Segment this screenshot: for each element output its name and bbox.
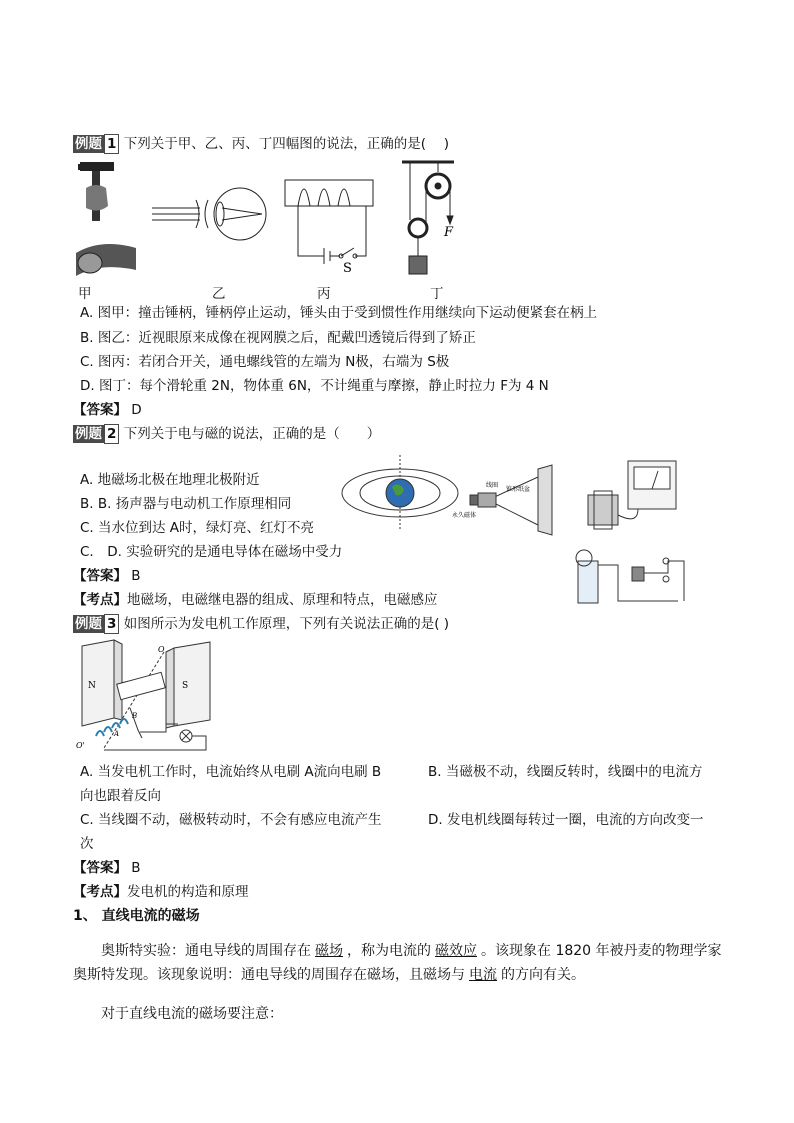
knowledge-label: 【考点】 (73, 884, 127, 900)
example2-question-text: 下列关于电与磁的说法，正确的是（ ） (123, 426, 381, 442)
answer-label: 【答案】 (73, 568, 127, 584)
blank-current: 电流 (469, 967, 497, 983)
example3-option-d: D. 发电机线圈每转过一圈，电流的方向改变一 (428, 812, 704, 828)
example1-question (73, 134, 449, 154)
answer-value: B (131, 568, 141, 584)
example3-tag: 例题 (75, 616, 102, 632)
example2-option-a: A. 地磁场北极在地理北极附近 (80, 472, 260, 488)
example3-question (73, 614, 449, 634)
example1-option-a: A. 图甲：撞击锤柄，锤柄停止运动，锤头由于受到惯性作用继续向下运动便紧套在柄上 (80, 305, 598, 321)
pulley-figure (402, 162, 454, 274)
example1-option-b: B. 图乙：近视眼原来成像在视网膜之后，配戴凹透镜后得到了矫正 (80, 330, 476, 346)
example2-answer (73, 566, 141, 586)
example2-number: 2 (104, 424, 119, 444)
knowledge-label: 【考点】 (73, 592, 127, 608)
answer-label: 【答案】 (73, 402, 127, 418)
speaker-figure (470, 465, 552, 535)
example2-option-c: C. 当水位到达 A时，绿灯亮、红灯不亮 (80, 520, 315, 536)
generator-figure (74, 638, 224, 756)
hammer-figure (76, 162, 136, 276)
example3-option-a: A. 当发电机工作时，电流始终从电刷 A流向电刷 B (80, 764, 382, 780)
knowledge-value: 发电机的构造和原理 (127, 884, 249, 900)
example3-option-c: C. 当线圈不动，磁极转动时，不会有感应电流产生 (80, 812, 382, 828)
example2-figures (338, 455, 688, 610)
example3-answer (73, 858, 141, 878)
blank-magnetic-field: 磁场 (315, 943, 343, 959)
answer-value: D (131, 402, 142, 418)
speaker-coil-label: 线圈 (486, 482, 499, 489)
oersted-paragraph (73, 939, 733, 987)
brush-a-label: A (114, 730, 120, 738)
magnet-s-label: S (182, 681, 189, 691)
figure-label-ding: 丁 (430, 286, 444, 302)
knowledge-value: 地磁场，电磁继电器的组成、原理和特点，电磁感应 (127, 592, 438, 608)
example3-number: 3 (104, 614, 119, 634)
example3-question-text: 如图所示为发电机工作原理，下列有关说法正确的是( ) (123, 616, 450, 632)
example3-knowledge-point (73, 882, 249, 902)
example2-question (73, 424, 380, 444)
example1-answer (73, 400, 142, 420)
brush-b-label: B (132, 712, 138, 720)
figure-label-jia: 甲 (78, 286, 92, 302)
speaker-cone-label: 锥形纸盆 (506, 486, 531, 493)
example2-knowledge-point (73, 590, 438, 610)
example1-tag: 例题 (75, 136, 102, 152)
example2-option-b: B. B. 扬声器与电动机工作原理相同 (80, 496, 292, 512)
example2-tag: 例题 (75, 426, 102, 442)
blank-magnetic-effect: 磁效应 (435, 943, 477, 959)
relay-circuit-figure (576, 550, 684, 603)
example1-option-d: D. 图丁：每个滑轮重 2N，物体重 6N，不计绳重与摩擦，静止时拉力 F为 4 N (80, 378, 549, 394)
answer-value: B (131, 860, 141, 876)
solenoid-figure (285, 180, 373, 264)
figure-label-yi: 乙 (212, 286, 226, 302)
switch-label: S (343, 261, 352, 276)
example2-option-d: C. D. 实验研究的是通电导体在磁场中受力 (80, 544, 343, 560)
force-label: F (444, 225, 454, 240)
galvanometer-figure (588, 461, 676, 529)
axis-o-prime-label: O' (76, 741, 85, 750)
example3-option-b: B. 当磁极不动，线圈反转时，线圈中的电流方 (428, 764, 703, 780)
example1-question-text: 下列关于甲、乙、丙、丁四幅图的说法，正确的是( ) (123, 136, 450, 152)
paragraph-text: 。该现象在 1820 年被丹麦的物理学家奥斯特发现。该现象说明：通电导线的周围存在磁场，且磁场与 (73, 943, 722, 983)
example1-figure-labels (0, 282, 794, 302)
paragraph-text: 奥斯特实验：通电导线的周围存在 (101, 943, 311, 959)
earth-field-figure (342, 455, 458, 531)
example1-number: 1 (104, 134, 119, 154)
example1-option-c: C. 图丙：若闭合开关，通电螺线管的左端为 N极，右端为 S极 (80, 354, 450, 370)
magnet-n-label: N (88, 681, 96, 691)
example3-option-b-continued: 向也跟着反向 (80, 788, 161, 804)
example3-option-d-continued: 次 (80, 836, 94, 852)
section-note: 对于直线电流的磁场要注意： (101, 1006, 283, 1022)
figure-label-bing: 丙 (317, 286, 331, 302)
answer-label: 【答案】 (73, 860, 127, 876)
section-title: 1、 直线电流的磁场 (73, 908, 200, 924)
paragraph-text: ，称为电流的 (347, 943, 431, 959)
eye-figure (152, 188, 266, 240)
axis-o-label: O (158, 645, 165, 654)
speaker-magnet-label: 永久磁体 (452, 512, 477, 519)
example1-figures (70, 158, 470, 298)
paragraph-text: 的方向有关。 (501, 967, 585, 983)
